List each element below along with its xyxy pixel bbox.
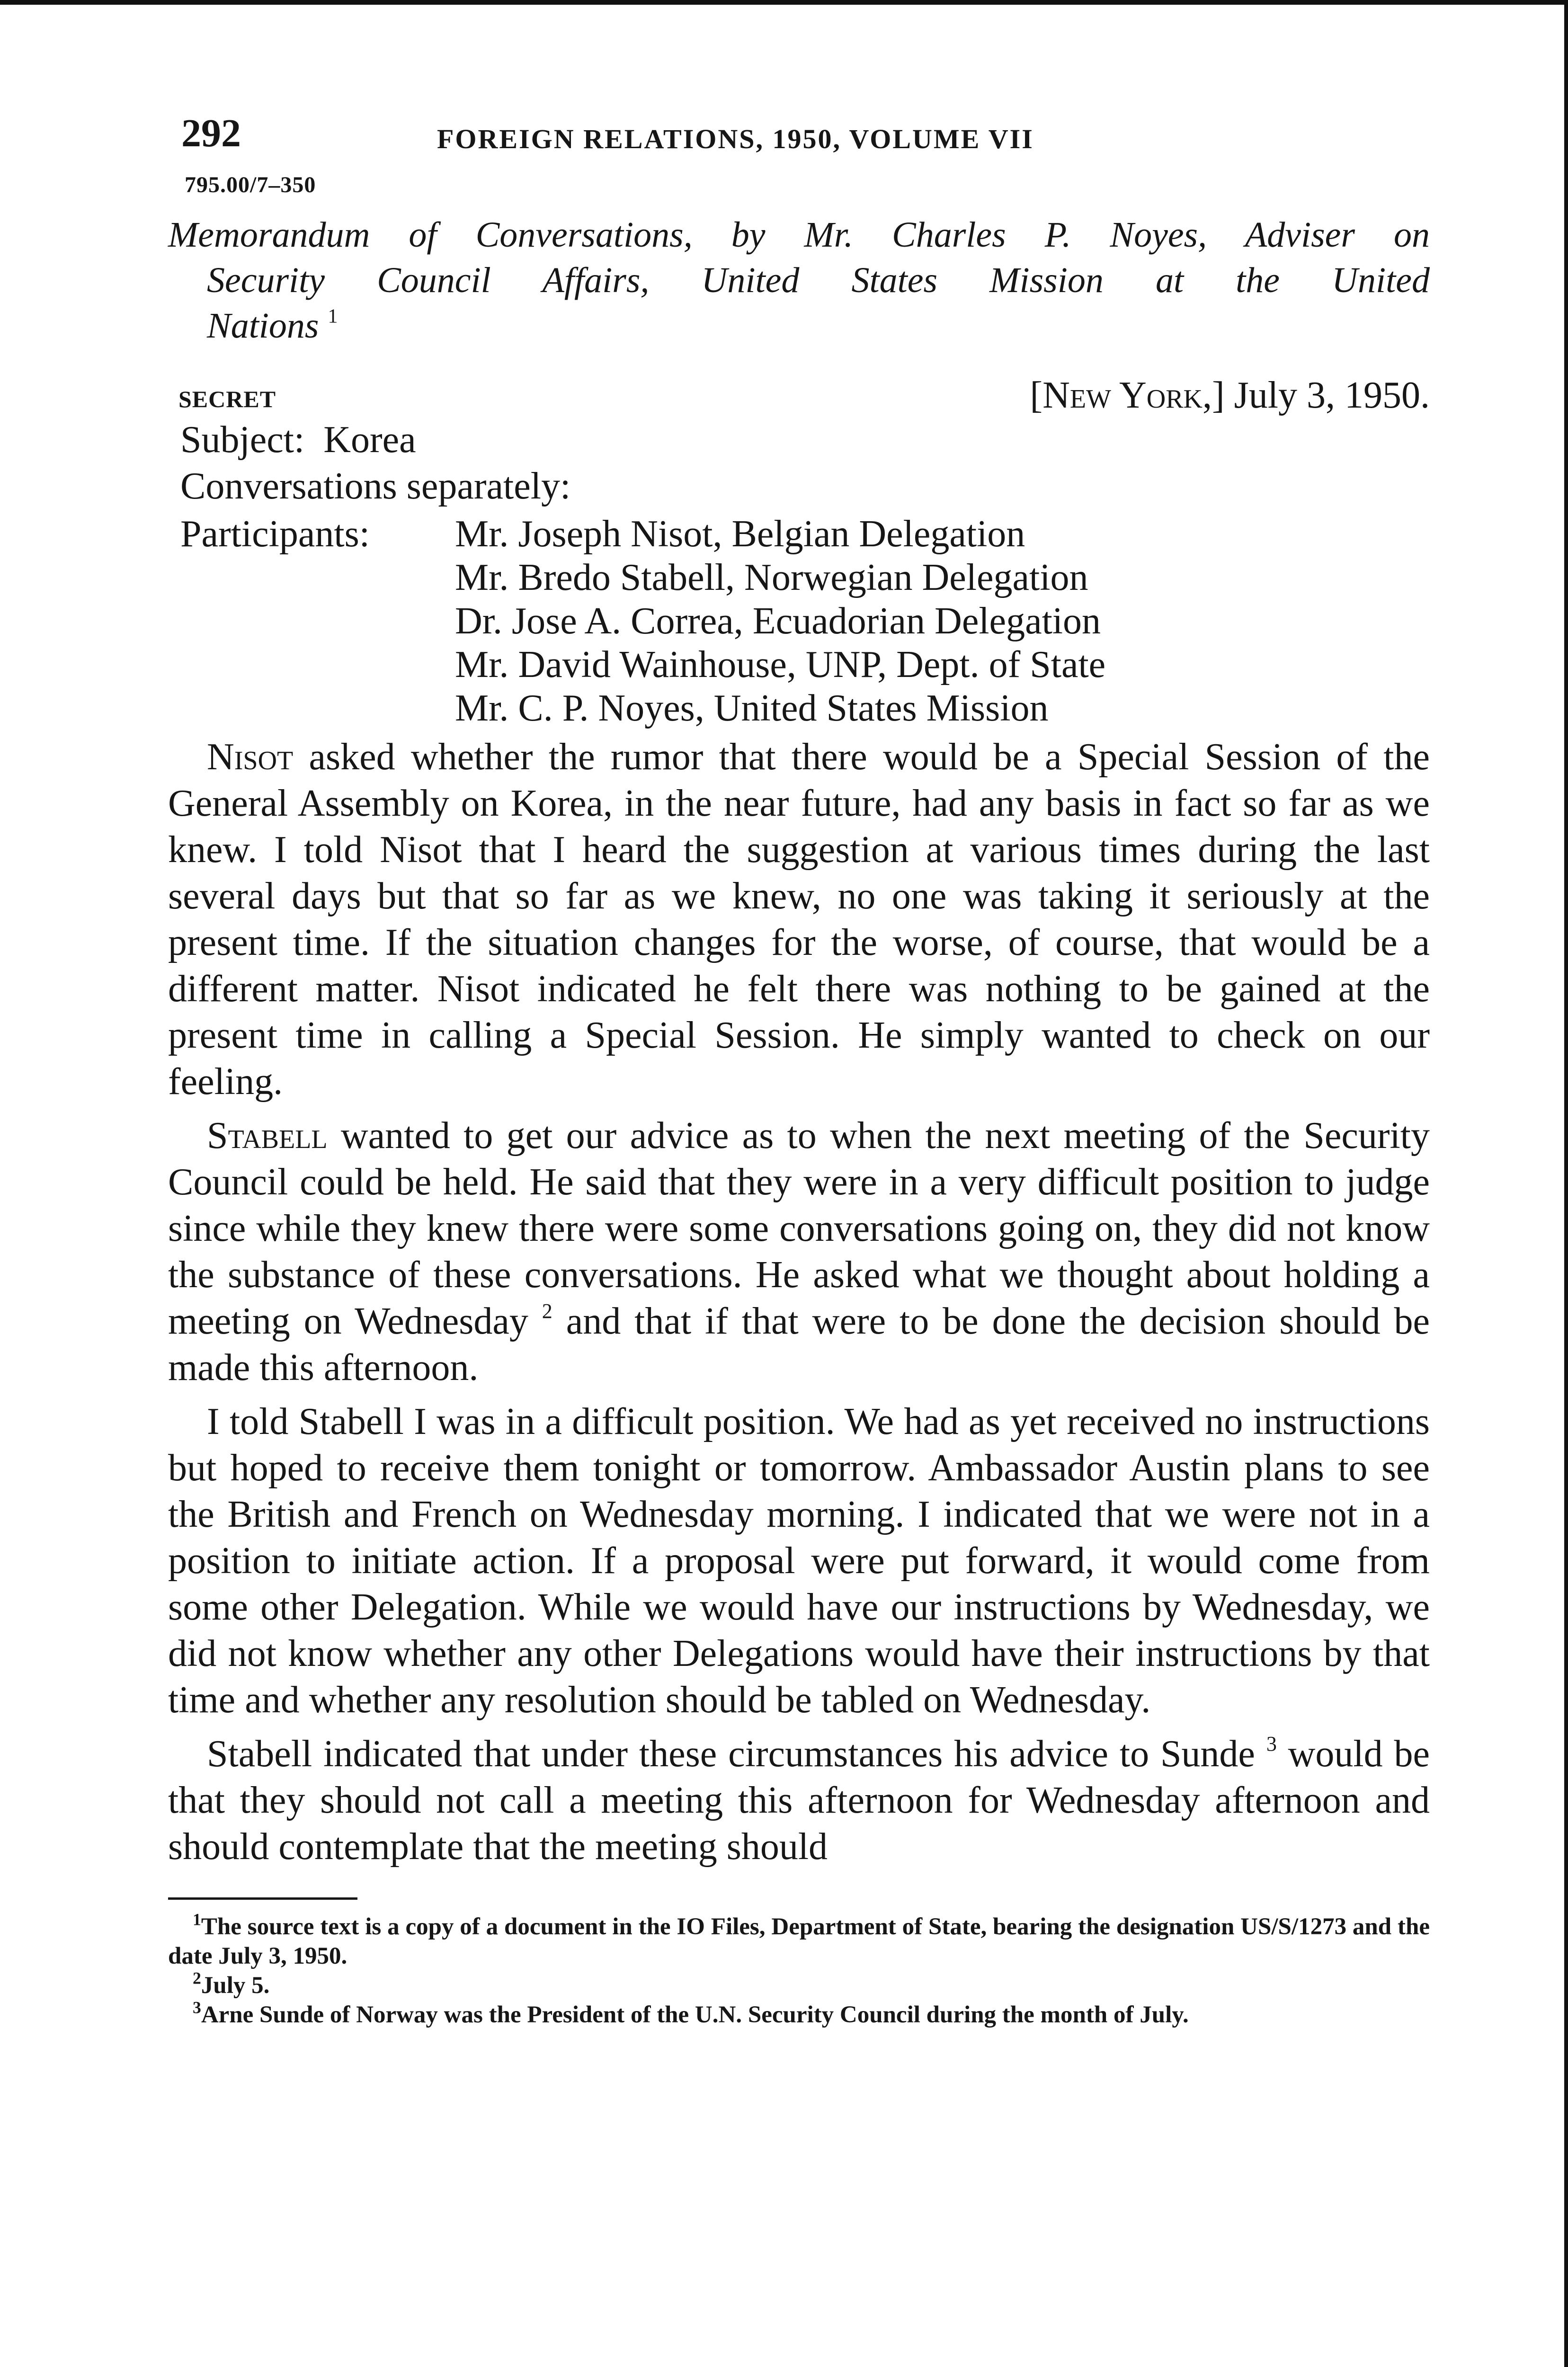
participant: Mr. Bredo Stabell, Norwegian Delegation bbox=[455, 557, 1088, 598]
subject-label: Subject: bbox=[180, 419, 305, 461]
paragraph-text: wanted to get our advice as to when the next meeting of the Security Council could be held. He said that they were in a very difficult position to judge since while they knew there were some conversations going on, they did not know the substance of these conversations. He asked what we thought about holding a meeting on Wednesday bbox=[168, 1115, 1430, 1342]
paragraph-stabell bbox=[168, 1112, 1430, 1391]
footnote-ref[interactable]: 1 bbox=[328, 305, 338, 328]
speaker-name: Nisot bbox=[207, 736, 294, 778]
footnotes bbox=[168, 1912, 1430, 2029]
title-line: Security Council Affairs, United States Mission at the United bbox=[207, 260, 1430, 300]
footnote-text: July 5. bbox=[201, 1972, 270, 1999]
participants-list bbox=[455, 512, 1105, 730]
paragraph-nisot bbox=[168, 734, 1430, 1105]
file-number: 795.00/7–350 bbox=[185, 172, 316, 197]
participant: Mr. Joseph Nisot, Belgian Delegation bbox=[455, 513, 1025, 555]
footnote-ref[interactable]: 3 bbox=[1266, 1732, 1277, 1755]
participant: Mr. David Wainhouse, UNP, Dept. of State bbox=[455, 644, 1106, 685]
dateline-date: ,] July 3, 1950. bbox=[1203, 374, 1430, 416]
title-line: Memorandum of Conversations, by Mr. Charles P. Noyes, Adviser on bbox=[168, 215, 1430, 255]
participant: Mr. C. P. Noyes, United States Mission bbox=[455, 687, 1049, 729]
paragraph-text: and that if that were to be done the decision should be made this afternoon. bbox=[168, 1300, 1430, 1388]
dateline bbox=[1030, 374, 1430, 417]
subject-block bbox=[168, 417, 1430, 509]
participants-label: Participants: bbox=[180, 513, 370, 555]
page-number: 292 bbox=[181, 111, 241, 155]
classification-row bbox=[168, 369, 1430, 417]
classification-label: SECRET bbox=[178, 386, 276, 412]
paragraph-text: Stabell indicated that under these circumstances his advice to Sunde bbox=[207, 1733, 1255, 1775]
document-title bbox=[168, 212, 1430, 348]
paragraph-text: asked whether the rumor that there would be a Special Session of the General Assembly on Korea, in the near future, had any basis in fact so far as we knew. I told Nisot that I heard the suggestion at various times during the last several days but that so far as we knew, no one was taking it seriously at the present time. If the situation changes for the worse, of course, that would be a different matter. Nisot indicated he felt there was nothing to be gained at the present time in calling a Special Session. He simply wanted to check on our feeling. bbox=[168, 736, 1430, 1103]
running-title: FOREIGN RELATIONS, 1950, VOLUME VII bbox=[437, 124, 1034, 154]
paragraph-reply: I told Stabell I was in a difficult position. We had as yet received no instructions but hoped to receive them tonight or tomorrow. Ambassador Austin plans to see the British and French on Wednesday morning. I indicated that we were not in a position to initiate action. If a proposal were put forward, it would come from some other Delegation. While we would have our instructions by Wednesday, we did not know whether any other Delegations would have their instructions by that time and whether any resolution should be tabled on Wednesday. bbox=[168, 1401, 1430, 1721]
scan-edge-top bbox=[0, 0, 1568, 5]
participants-block bbox=[168, 512, 1430, 730]
footnote-text: Arne Sunde of Norway was the President of the U.N. Security Council during the month of July. bbox=[201, 2002, 1189, 2028]
footnote-number: 3 bbox=[193, 1998, 201, 2017]
participant: Dr. Jose A. Correa, Ecuadorian Delegation bbox=[455, 600, 1101, 642]
scan-edge-right bbox=[1564, 0, 1568, 2367]
footnote-number: 2 bbox=[193, 1968, 201, 1988]
dateline-bracket: [ bbox=[1030, 374, 1043, 416]
dateline-place: New York bbox=[1042, 374, 1203, 416]
footnote-ref[interactable]: 2 bbox=[542, 1299, 552, 1323]
footnote-rule bbox=[168, 1897, 357, 1900]
document-page bbox=[168, 102, 1430, 2029]
speaker-name: Stabell bbox=[207, 1115, 328, 1157]
footnote-number: 1 bbox=[193, 1910, 201, 1929]
running-head bbox=[168, 102, 1430, 163]
title-line-last bbox=[168, 303, 1430, 348]
paragraph-text: would be that they should not call a meeting this afternoon for Wednesday afternoon and should contemplate that the meeting should bbox=[168, 1733, 1430, 1868]
footnote bbox=[168, 2000, 1430, 2029]
subject-line bbox=[180, 417, 1430, 463]
title-line: Nations bbox=[207, 306, 319, 346]
footnote bbox=[168, 1912, 1430, 1971]
conversations-line: Conversations separately: bbox=[180, 465, 571, 507]
footnote-text: The source text is a copy of a document in the IO Files, Department of State, bearing the designation US/S/1273 and the date July 3, 1950. bbox=[168, 1913, 1430, 1969]
subject-value: Korea bbox=[323, 419, 416, 461]
body-text bbox=[168, 734, 1430, 1870]
paragraph-advice bbox=[168, 1731, 1430, 1870]
footnote bbox=[168, 1968, 1430, 2000]
